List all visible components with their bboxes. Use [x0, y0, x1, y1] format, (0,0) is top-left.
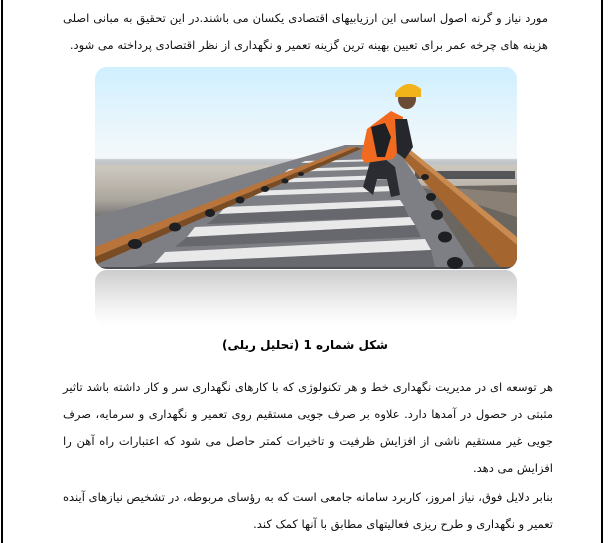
- paragraph-life-cycle-costs: مورد نیاز و گرنه اصول اساسی این ارزیابیهای اقتصادی یکسان می باشند.در این تحقیق به مبانی اصلی هزینه های چرخه عمر برای تعیین بهینه ترین گزینه تعمیر و نگهداری از نظر اقتصادی پرداخته می شود.: [63, 11, 548, 52]
- rail-track-photo: [95, 67, 517, 269]
- paragraph-comprehensive-system: بنابر دلایل فوق، نیاز امروز، کاربرد سامانه جامعی است که به رؤسای مربوطه، در تشخیص نیازهای آینده تعمیر و نگهداری و طرح ریزی فعالیتهای مطابق با آنها کمک کند.: [63, 490, 553, 531]
- paragraph-maintenance-benefits: هر توسعه ای در مدیریت نگهداری خط و هر تکنولوژی که با کارهای نگهداری سر و کار داشته باشد تاثیر مثبتی در حصول در آمدها دارد. علاوه بر صرف جویی مستقیم روی تعمیر و نگهداری و سرمایه، صرف جویی غیر مستقیم ناشی از افزایش ظرفیت و تاخیرات کمتر حاصل می شود که اعتبارات راه آهن را افزایش می دهد.: [63, 380, 553, 475]
- document-page: [1, 0, 603, 543]
- figure-caption: شکل شماره 1 (تحلیل ریلی): [221, 338, 388, 352]
- photo-reflection: [95, 270, 517, 325]
- figure-rail-analysis: [95, 67, 517, 325]
- rail-track-illustration: [95, 67, 517, 269]
